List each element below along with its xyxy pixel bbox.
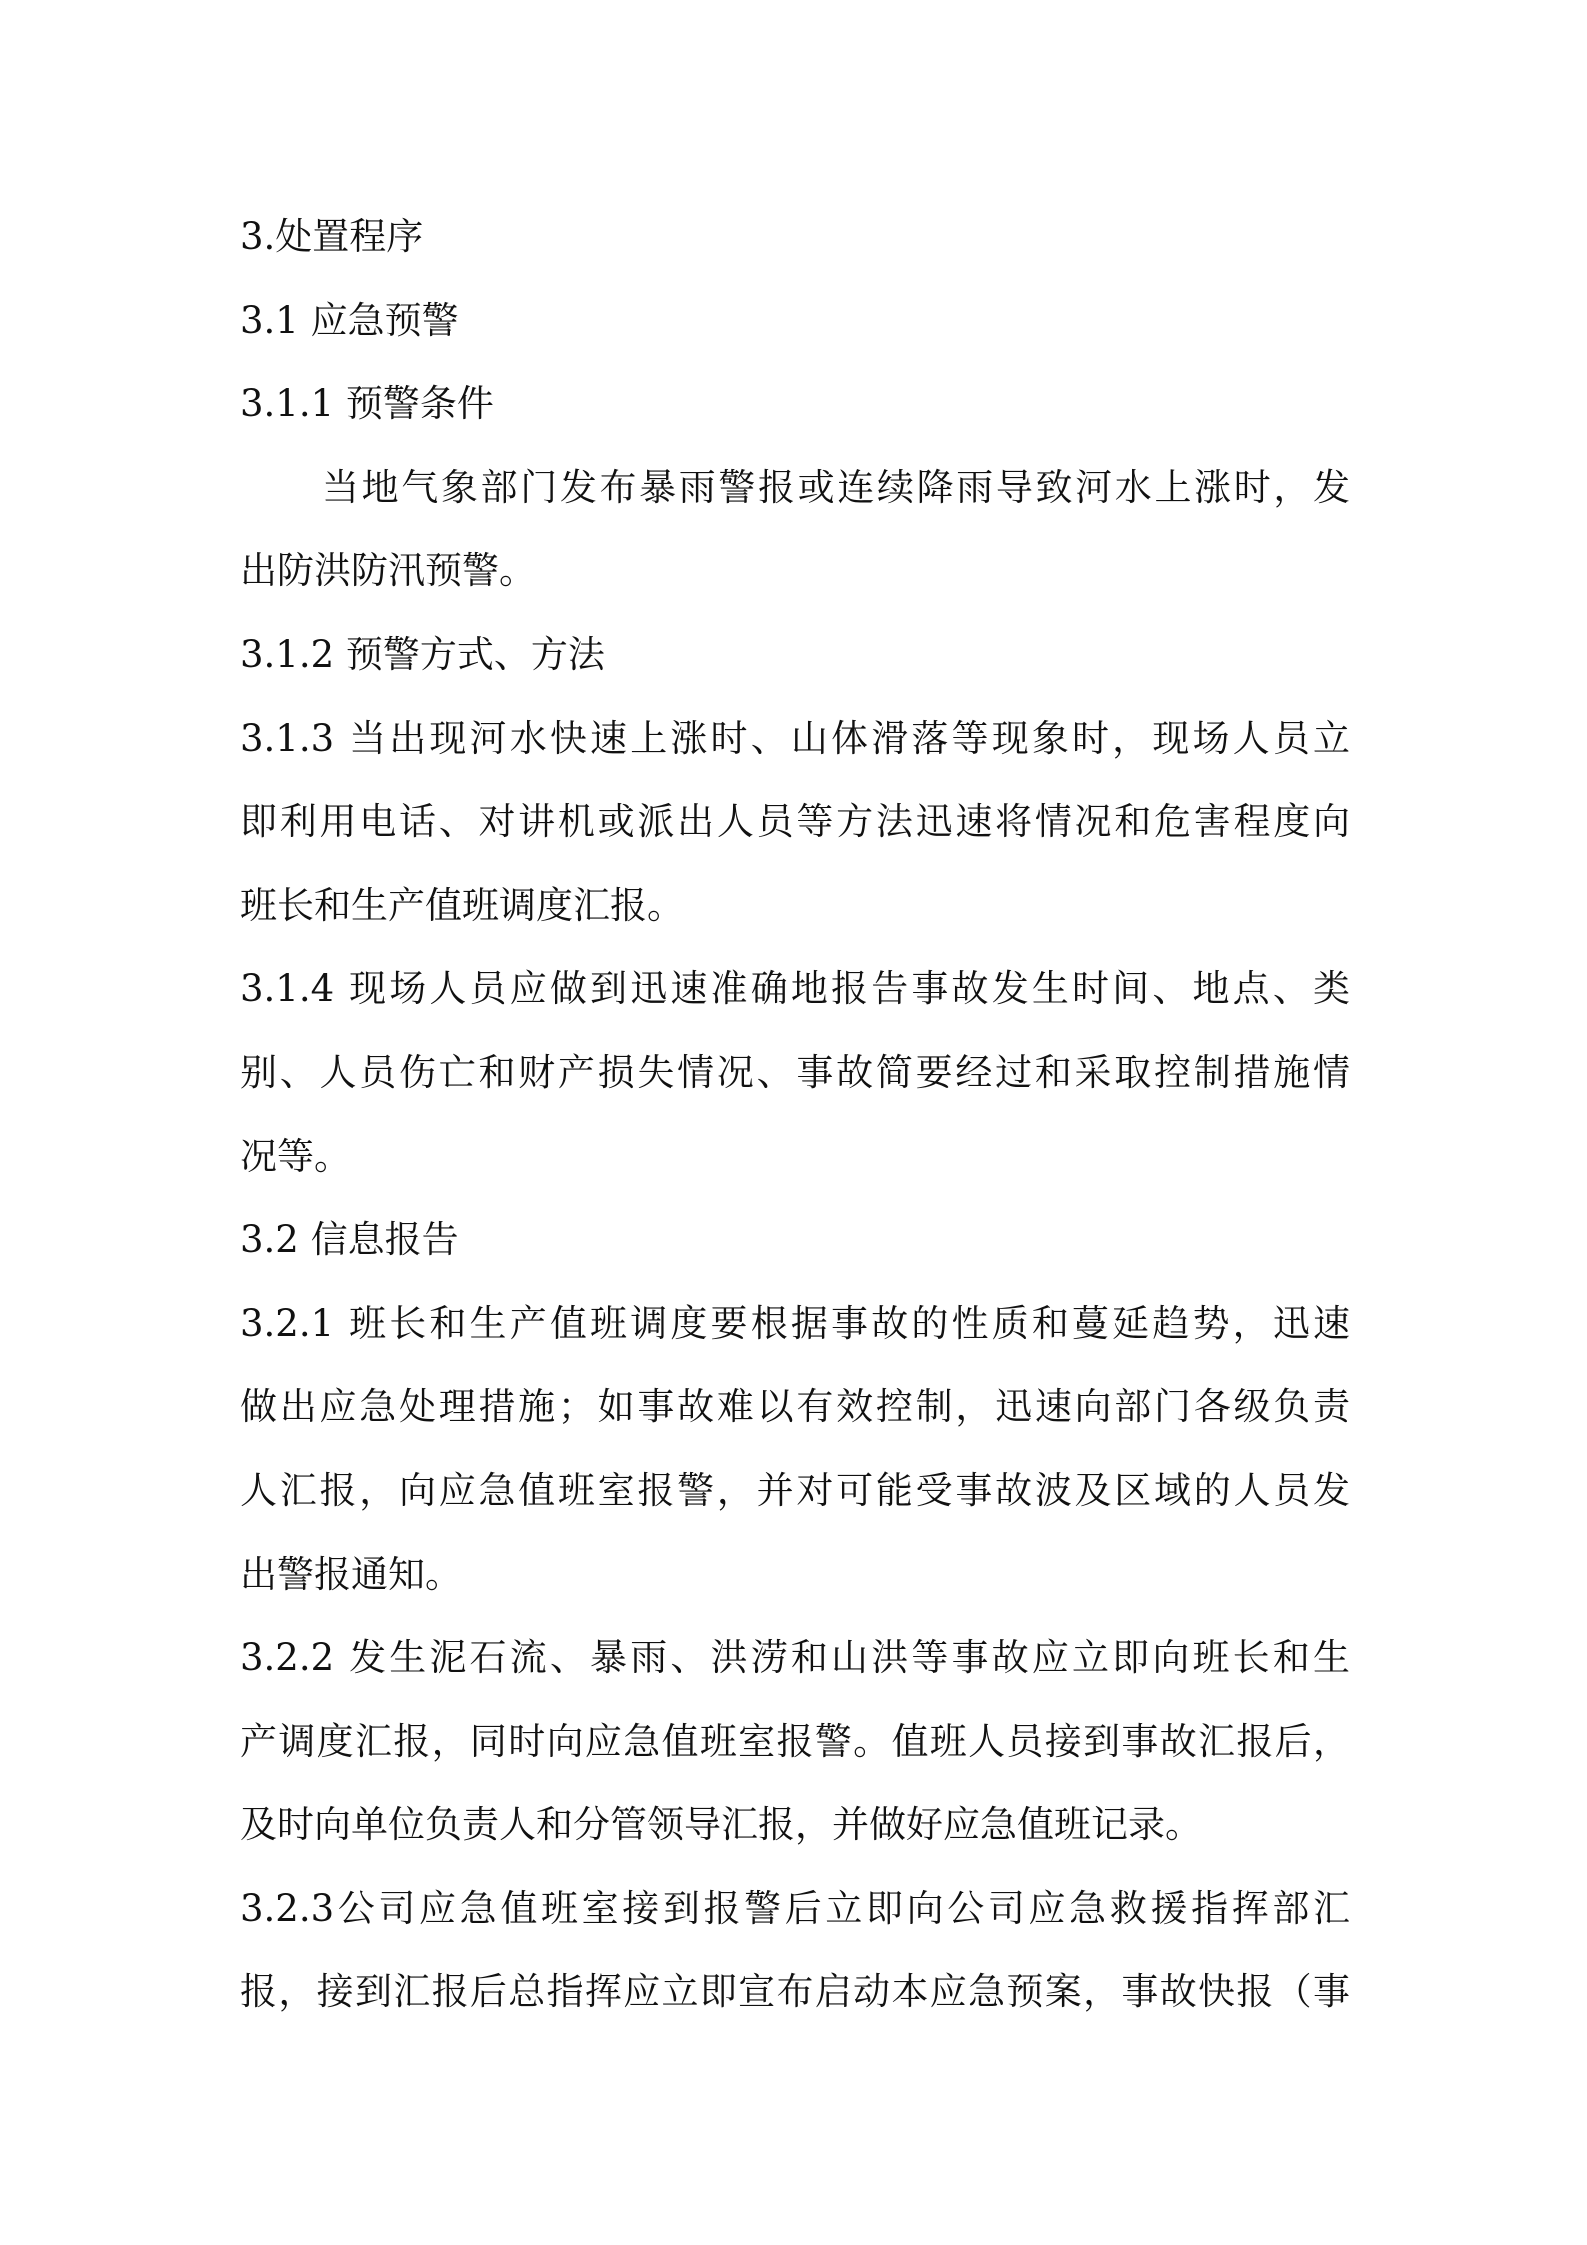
document-body [240,195,1350,2034]
paragraph-line: 当地气象部门发布暴雨警报或连续降雨导致河水上涨时，发 [322,465,1350,509]
paragraph-line: 报，接到汇报后总指挥应立即宣布启动本应急预案，事故快报（事 [240,1970,1350,2014]
paragraph-line: 班长和生产值班调度汇报。 [240,883,684,927]
paragraph-line: 即利用电话、对讲机或派出人员等方法迅速将情况和危害程度向 [240,800,1350,844]
paragraph-line: 3.1.3 当出现河水快速上涨时、山体滑落等现象时，现场人员立 [240,716,1350,760]
section-heading-3-2: 3.2 信息报告 [240,1218,459,1262]
paragraph-line: 人汇报，向应急值班室报警，并对可能受事故波及区域的人员发 [240,1468,1350,1512]
paragraph-line: 3.1.4 现场人员应做到迅速准确地报告事故发生时间、地点、类 [240,967,1350,1011]
paragraph-line: 3.2.2 发生泥石流、暴雨、洪涝和山洪等事故应立即向班长和生 [240,1636,1350,1680]
paragraph-line: 别、人员伤亡和财产损失情况、事故简要经过和采取控制措施情 [240,1050,1350,1094]
paragraph-line: 出警报通知。 [240,1552,462,1596]
paragraph-line: 及时向单位负责人和分管领导汇报，并做好应急值班记录。 [240,1803,1202,1847]
paragraph-line: 况等。 [240,1134,351,1178]
paragraph-line: 做出应急处理措施；如事故难以有效控制，迅速向部门各级负责 [240,1385,1350,1429]
paragraph-line: 3.2.1 班长和生产值班调度要根据事故的性质和蔓延趋势，迅速 [240,1301,1350,1345]
section-heading-3-1: 3.1 应急预警 [240,298,459,342]
section-heading-3-1-1: 3.1.1 预警条件 [240,382,494,426]
section-heading-3-1-2: 3.1.2 预警方式、方法 [240,632,605,676]
paragraph-line: 3.2.3公司应急值班室接到报警后立即向公司应急救援指挥部汇 [240,1886,1350,1930]
section-heading-3: 3.处置程序 [240,215,424,258]
paragraph-line: 出防洪防汛预警。 [240,549,536,593]
paragraph-line: 产调度汇报，同时向应急值班室报警。值班人员接到事故汇报后， [240,1719,1350,1763]
